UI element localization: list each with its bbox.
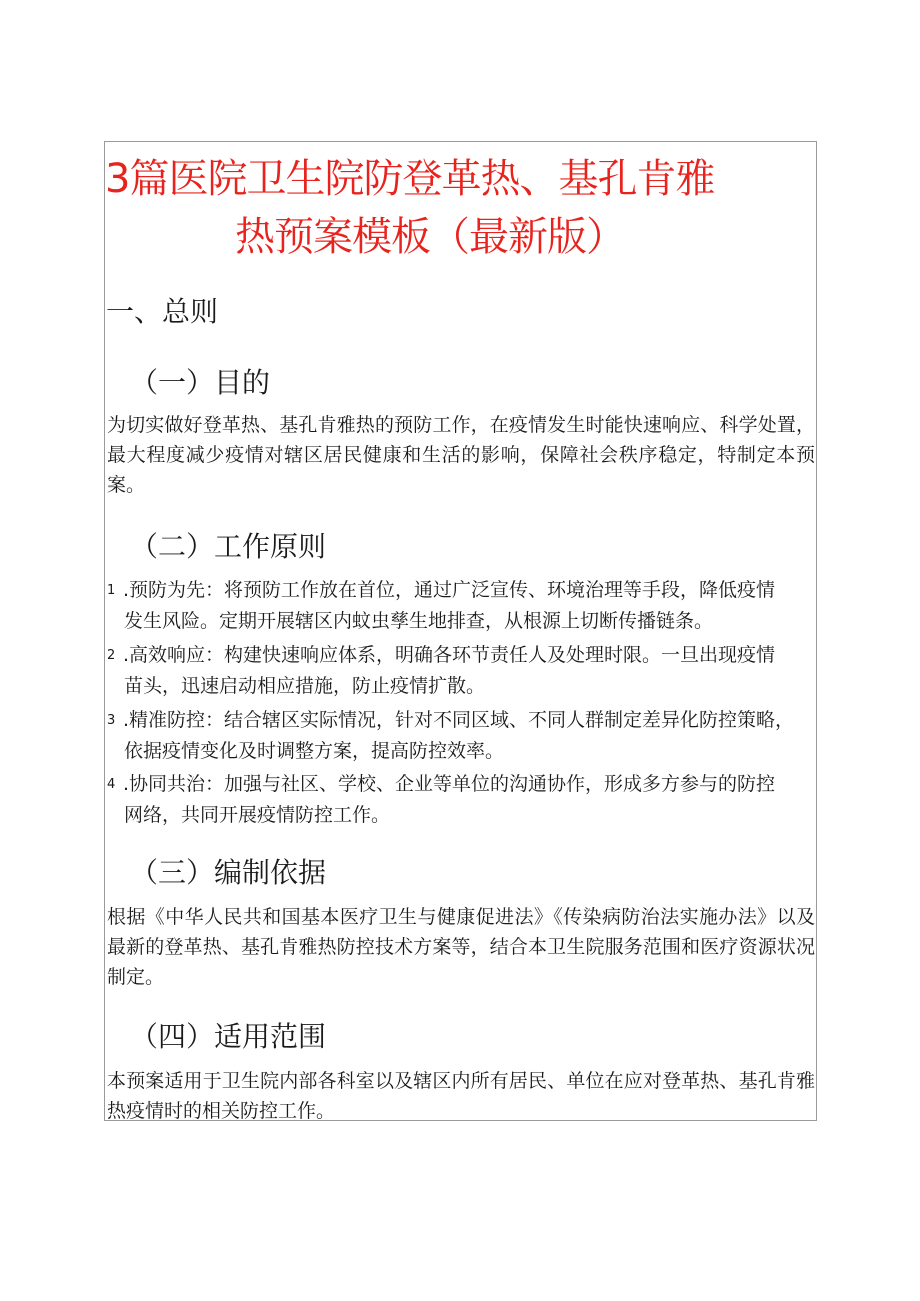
principle-text-line1: .协同共治：加强与社区、学校、企业等单位的沟通协作，形成多方参与的防控: [123, 773, 776, 795]
subsection-heading-principles: （二）工作原则: [130, 530, 327, 563]
principle-item: [107, 640, 815, 701]
principle-item: [107, 575, 815, 636]
principle-text-line2: 网络，共同开展疫情防控工作。: [124, 804, 391, 826]
principle-text-line2: 依据疫情变化及时调整方案，提高防控效率。: [124, 740, 505, 762]
subsection-heading-purpose: （一）目的: [130, 366, 271, 399]
principle-item: [107, 705, 815, 766]
principle-number: 3: [107, 713, 116, 728]
principle-text-line1: .精准防控：结合辖区实际情况，针对不同区域、不同人群制定差异化防控策略，: [123, 709, 795, 731]
scope-paragraph: 本预案适用于卫生院内部各科室以及辖区内所有居民、单位在应对登革热、基孔肯雅热疫情时的相关防控工作。: [107, 1070, 815, 1122]
purpose-paragraph: 为切实做好登革热、基孔肯雅热的预防工作，在疫情发生时能快速响应、科学处置，最大程度减少疫情对辖区居民健康和生活的影响，保障社会秩序稳定，特制定本预案。: [107, 414, 815, 496]
document-title: [105, 150, 805, 266]
section-heading-general: 一、总则: [106, 295, 219, 328]
title-line-2: 热预案模板（最新版）: [235, 214, 625, 260]
principle-text-line2: 发生风险。定期开展辖区内蚊虫孳生地排查，从根源上切断传播链条。: [124, 610, 714, 632]
principle-number: 4: [107, 777, 116, 792]
principle-text-line1: .预防为先：将预防工作放在首位，通过广泛宣传、环境治理等手段，降低疫情: [123, 579, 776, 601]
principle-text-line1: .高效响应：构建快速响应体系，明确各环节责任人及处理时限。一旦出现疫情: [123, 644, 776, 666]
principle-item: [107, 769, 815, 830]
principle-text-line2: 苗头，迅速启动相应措施，防止疫情扩散。: [124, 675, 486, 697]
title-line-1: 3篇医院卫生院防登革热、基孔肯雅: [105, 156, 715, 202]
principle-number: 1: [107, 583, 116, 598]
principle-number: 2: [107, 648, 116, 663]
subsection-heading-scope: （四）适用范围: [130, 1020, 327, 1053]
basis-paragraph: 根据《中华人民共和国基本医疗卫生与健康促进法》《传染病防治法实施办法》以及最新的登革热、基孔肯雅热防控技术方案等，结合本卫生院服务范围和医疗资源状况制定。: [107, 906, 815, 988]
subsection-heading-basis: （三）编制依据: [130, 856, 327, 889]
